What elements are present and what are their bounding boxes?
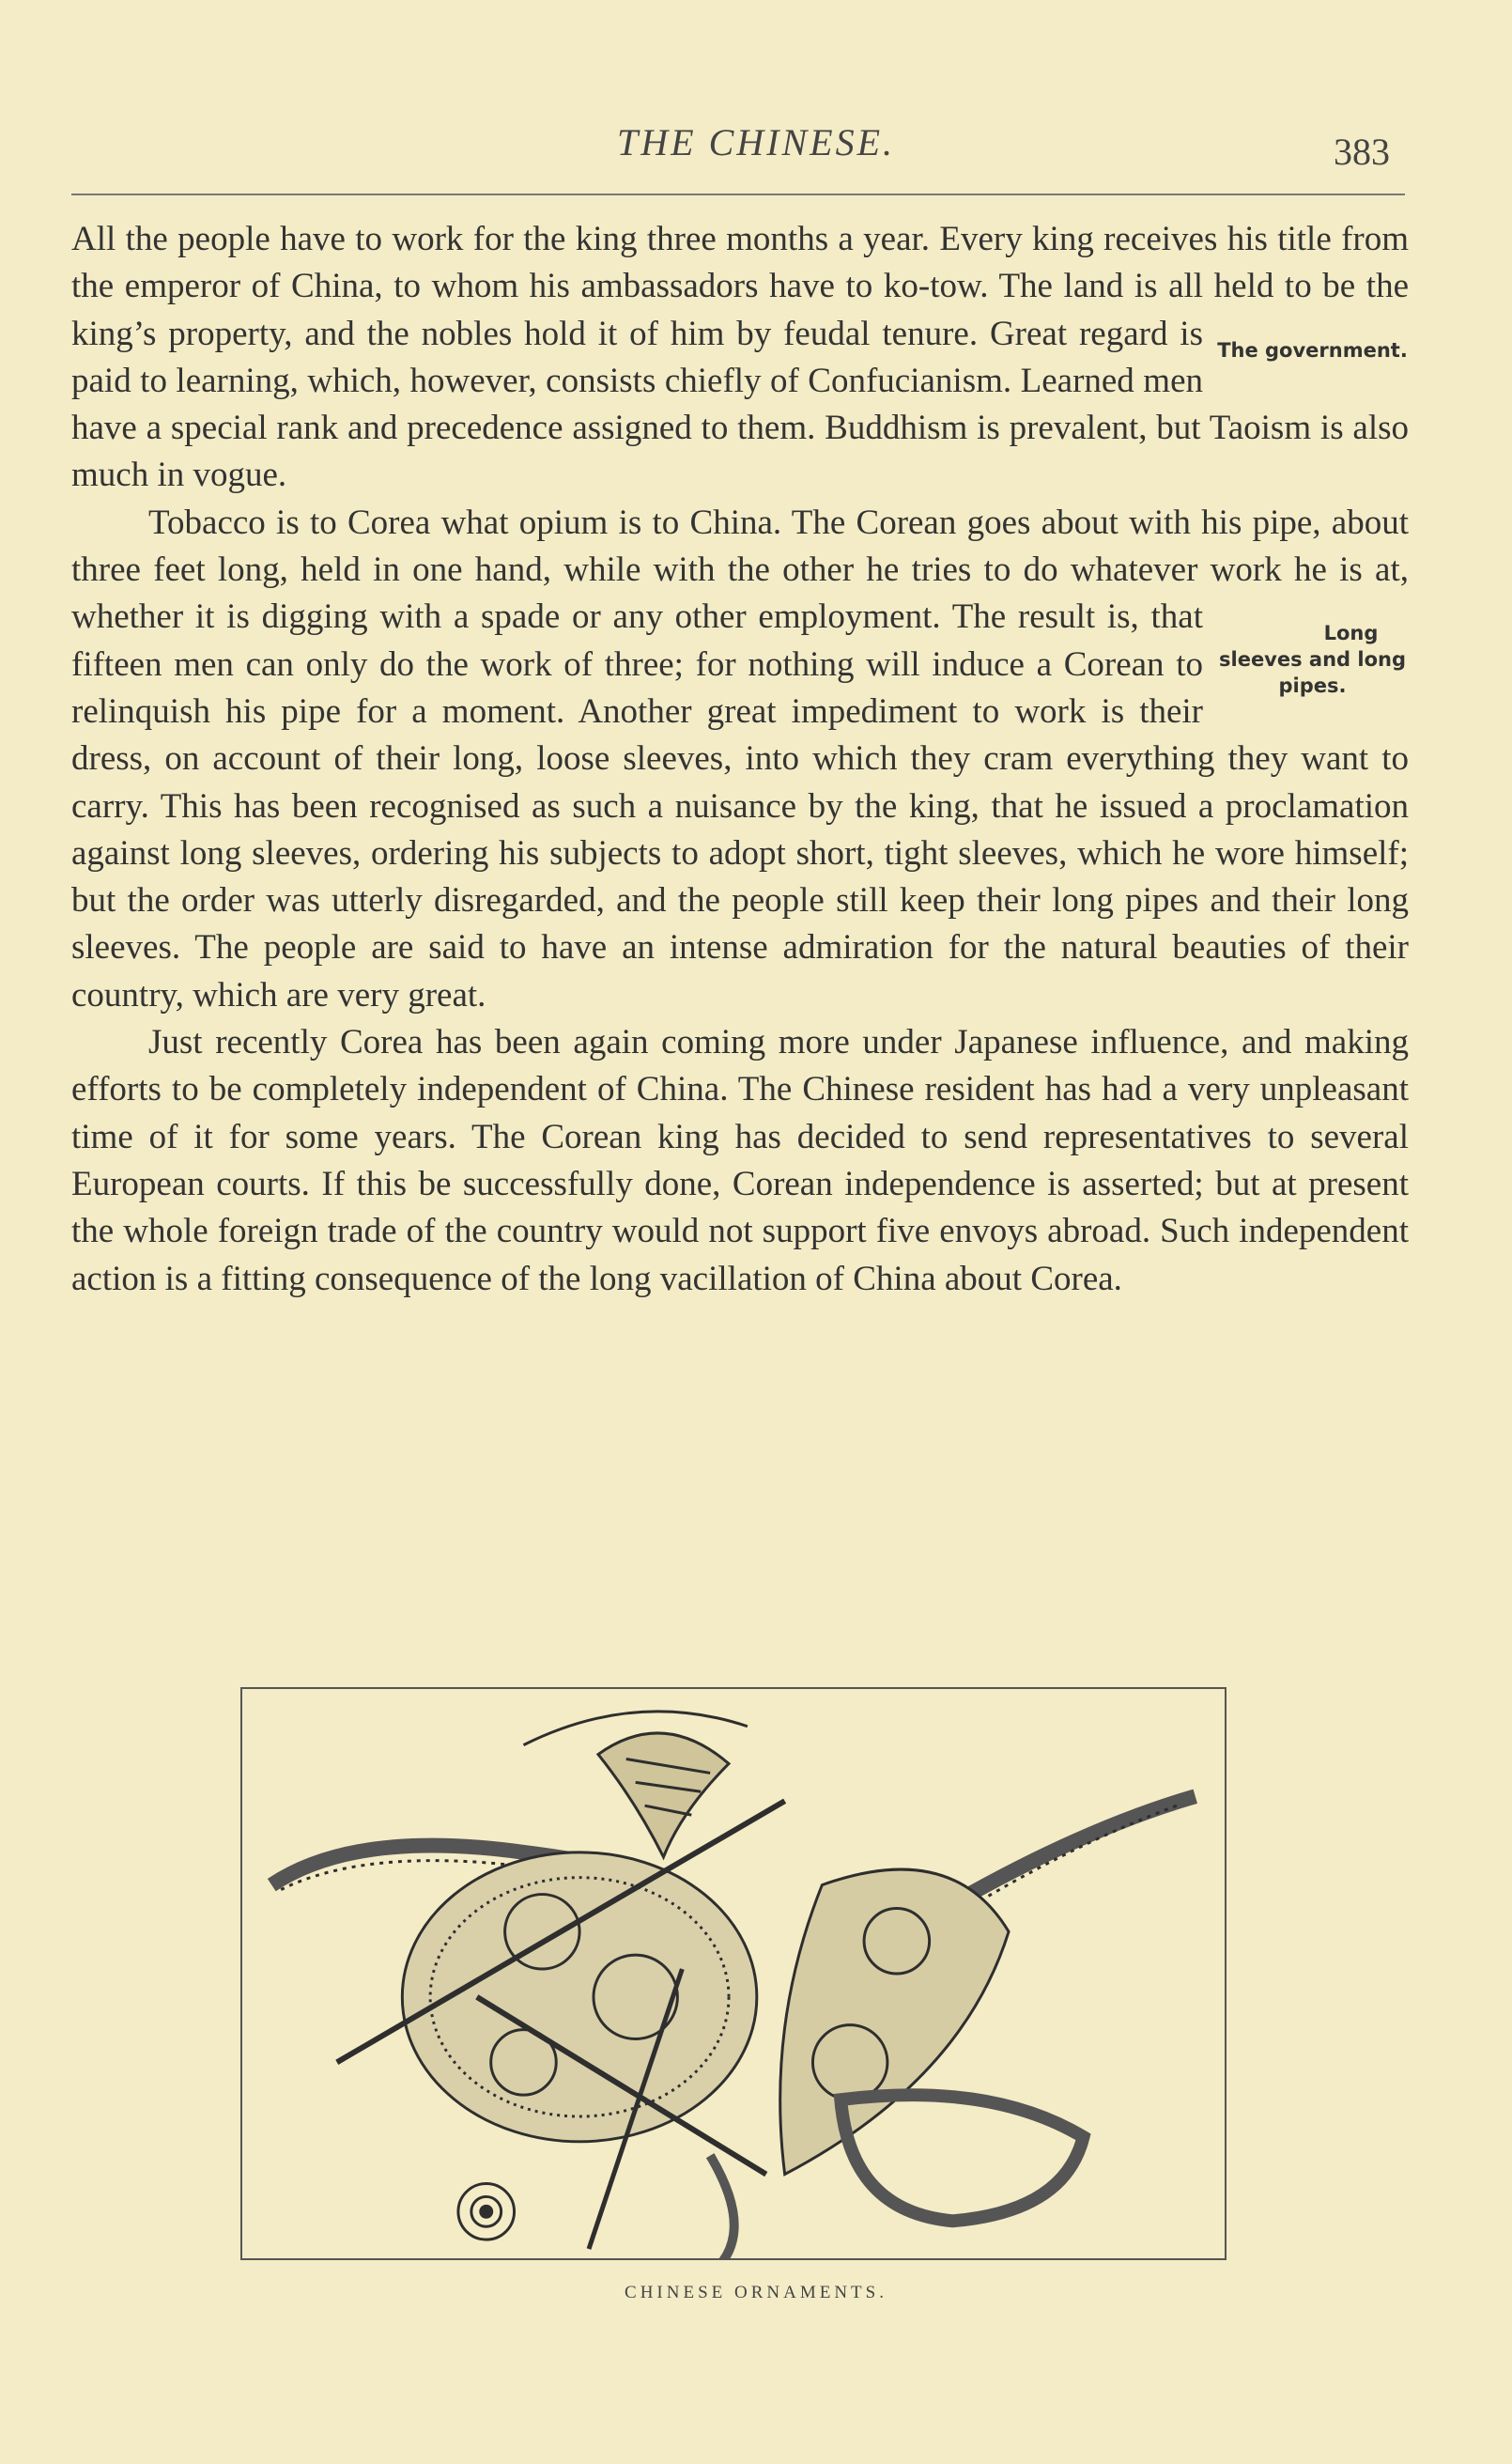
figure-caption: CHINESE ORNAMENTS. [625, 2283, 887, 2302]
header-rule [71, 194, 1405, 195]
paragraph-text: whether it is digging with a spade or any other employment. The result is, that fifteen men can only do the work of three; for nothing will induce a Corean to relinquish his pipe for a moment. Another great impediment to work is their dress, on account of their long, loose sleeves, into which they cram everything they want to carry. This has been recognised as such a nuisance by the king, that he issued a proclamation against long sleeves, ordering his subjects to adopt short, tight sleeves, which he wore himself; but the order was utterly disregarded, and the people still keep their long pipes and their long sleeves. The people are said to have an intense admiration for the natural beauties of their country, which are very great. [71, 597, 1409, 1015]
paragraph-tobacco [71, 500, 1409, 1019]
body-text [71, 216, 1409, 1303]
page-number: 383 [1334, 131, 1390, 173]
engraving-chinese-ornaments [240, 1687, 1227, 2260]
margin-note-sleeves: Long sleeves and long pipes. [1219, 622, 1406, 698]
paragraph-japanese-influence: Just recently Corea has been again coming more under Japanese influence, and making efforts to be completely independent of China. The Chinese resident has had a very unpleasant time of it for some years. The Corean king has decided to send representatives to several European courts. If this be successfully done, Corean independence is asserted; but at present the whole foreign trade of the country would not support five envoys abroad. Such independent action is a fitting consequence of the long vacillation of China about Corea. [71, 1023, 1409, 1298]
margin-note-government: The government. [1217, 338, 1408, 362]
paragraph-government [71, 216, 1409, 500]
ornaments-illustration [242, 1689, 1225, 2258]
paragraph-text: All the people have to work for the king three months a year. Every king receives his title from the emperor of China, to whom his ambassadors have to ko-tow. The land is all held to be the king’s property, and the nobles hold it of him by feudal tenure. [71, 220, 1409, 353]
paragraph-text: Tobacco is to Corea what opium is to China. The Corean goes about with his pipe, about three feet long, held in one hand, while with the other he tries to do whatever work he is at, [71, 503, 1409, 590]
paragraph-text: Great regard is paid to learning, which, however, consists chiefly of Confucianism. Learned men have a special rank and precedence assigned to them. Buddhism is prevalent, but Taoism is also much in vogue. [71, 314, 1409, 495]
running-title: THE CHINESE. [617, 121, 895, 163]
